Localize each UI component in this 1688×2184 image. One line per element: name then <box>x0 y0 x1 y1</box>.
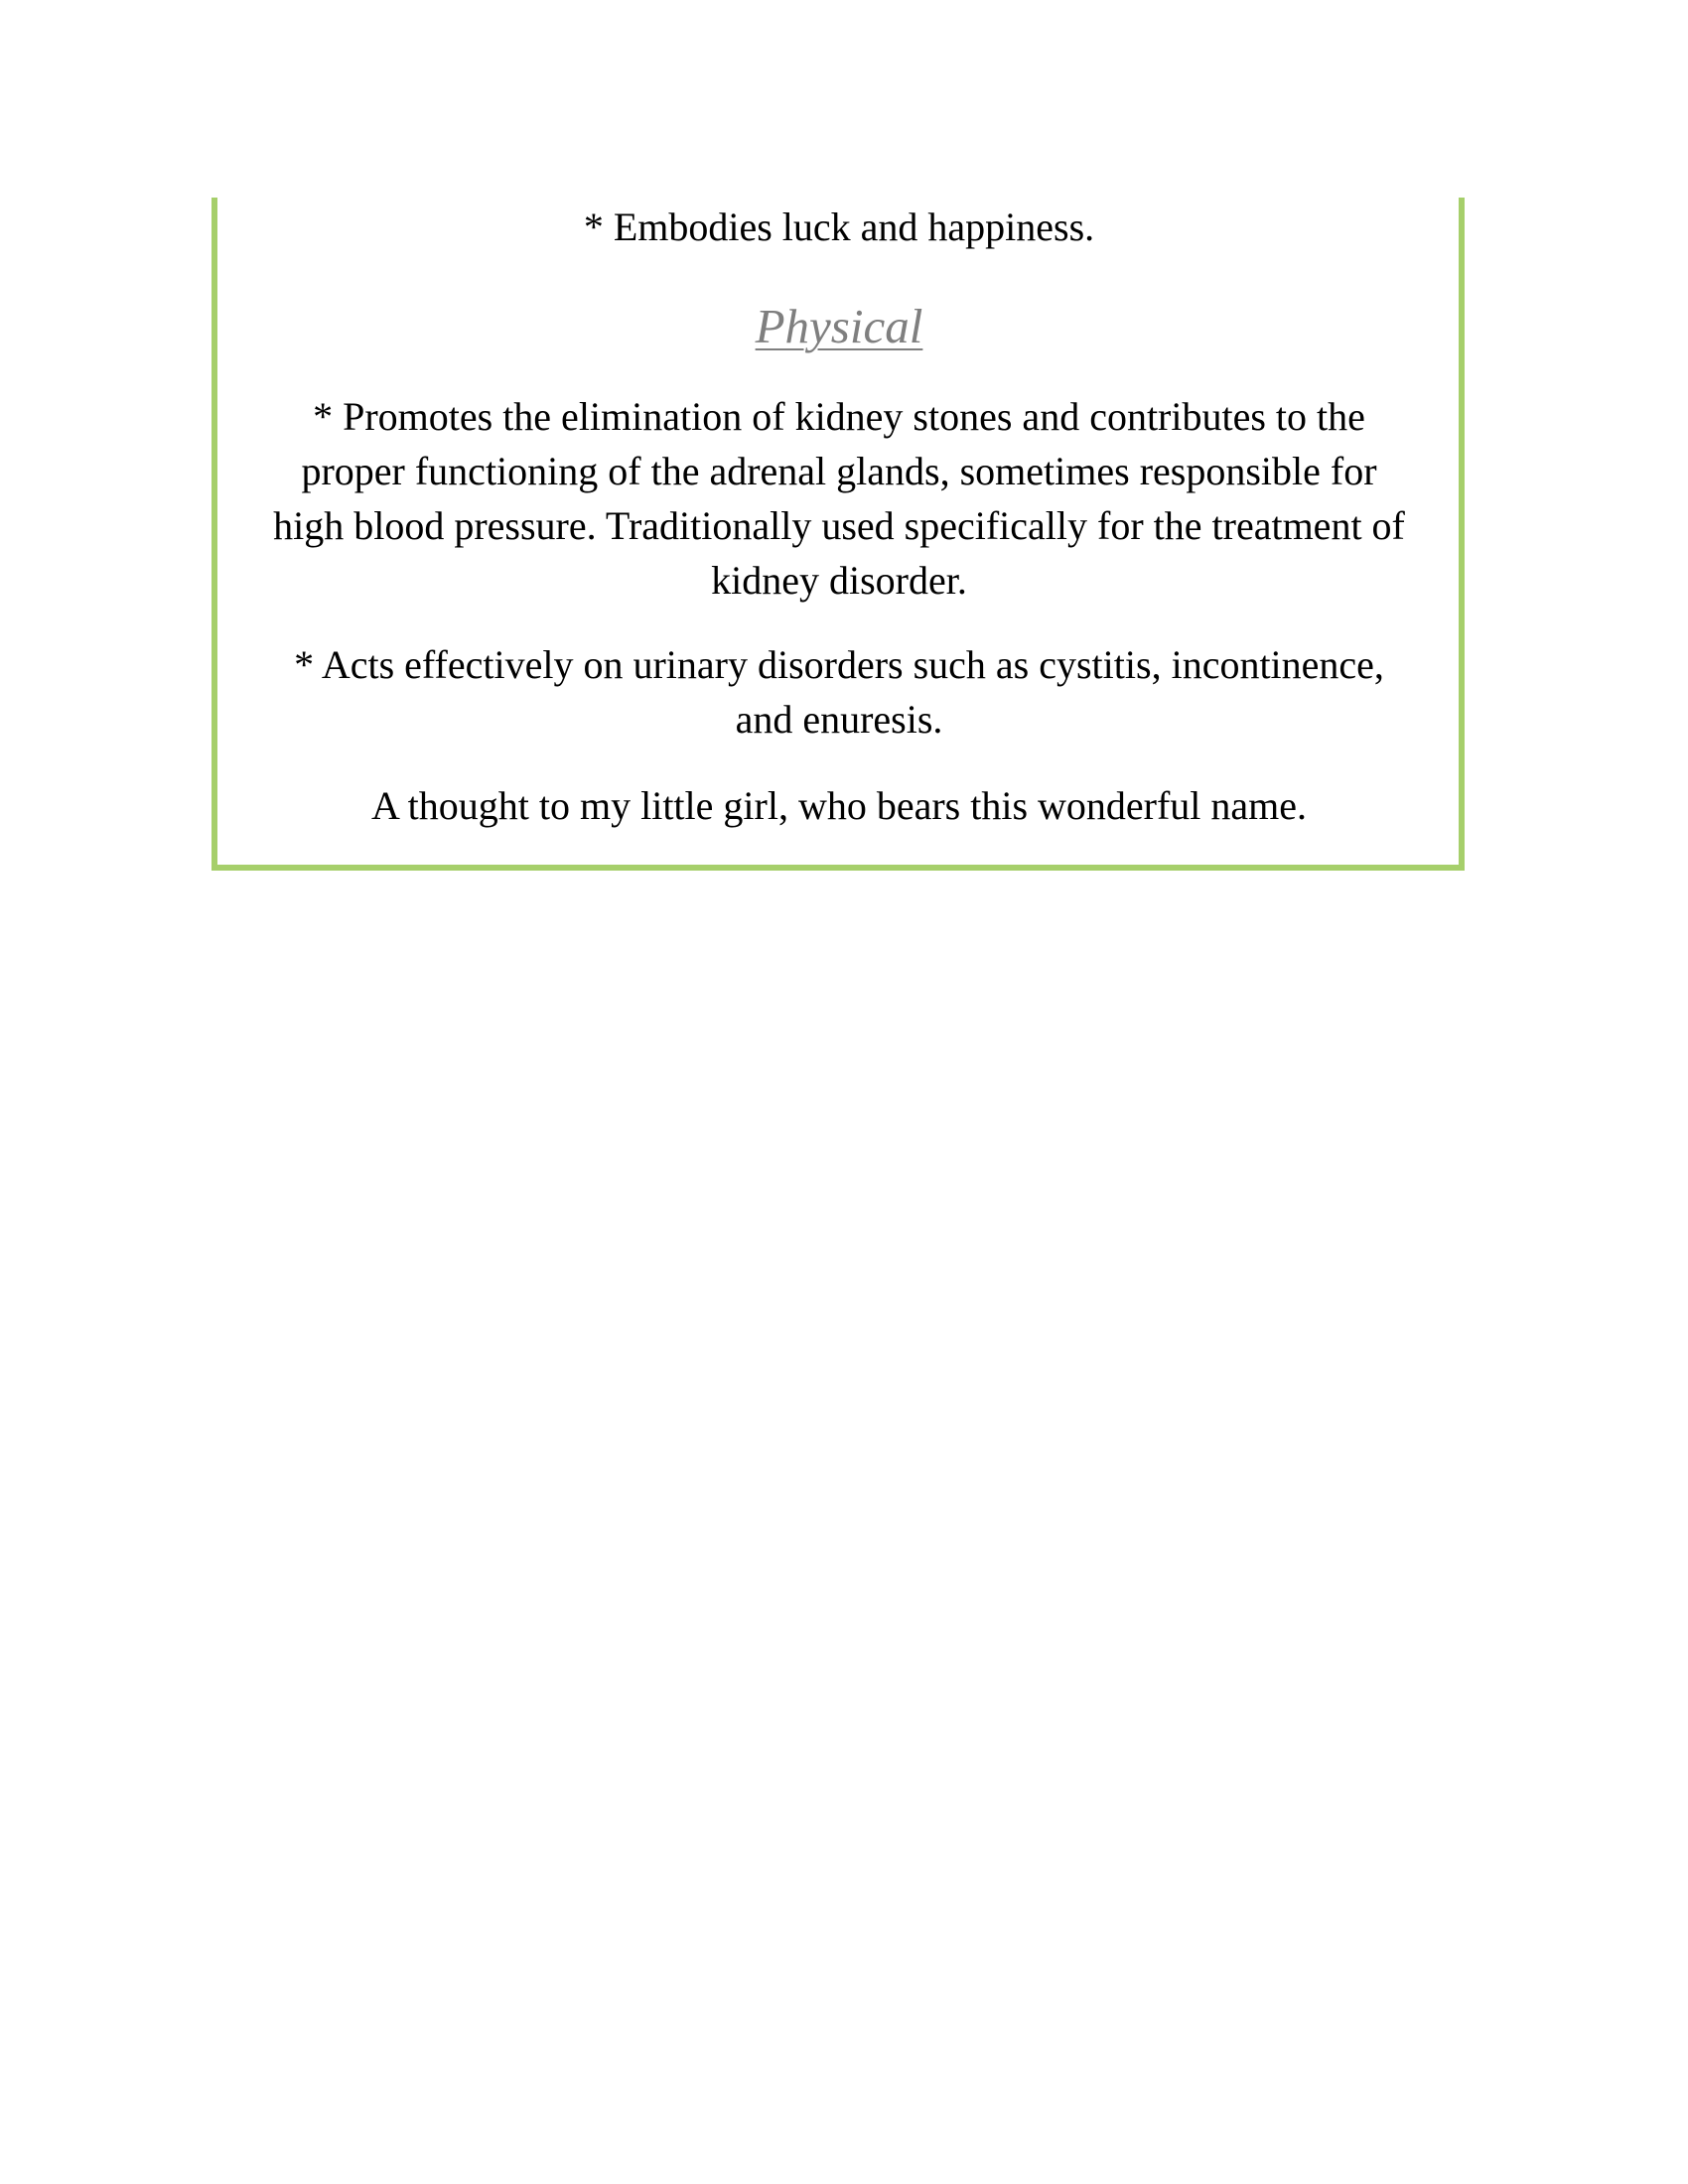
physical-heading: Physical <box>755 299 923 353</box>
urinary-paragraph: * Acts effectively on urinary disorders such as cystitis, incontinence, and enuresis. <box>294 642 1384 742</box>
dedication-paragraph: A thought to my little girl, who bears this wonderful name. <box>370 783 1308 828</box>
luck-paragraph: * Embodies luck and happiness. <box>583 205 1095 249</box>
kidney-paragraph: * Promotes the elimination of kidney stones and contributes to the proper functioning of the adrenal glands, sometimes responsible for high blood pressure. Traditionally used specifically for the treatment of kidney disorder. <box>273 394 1405 603</box>
